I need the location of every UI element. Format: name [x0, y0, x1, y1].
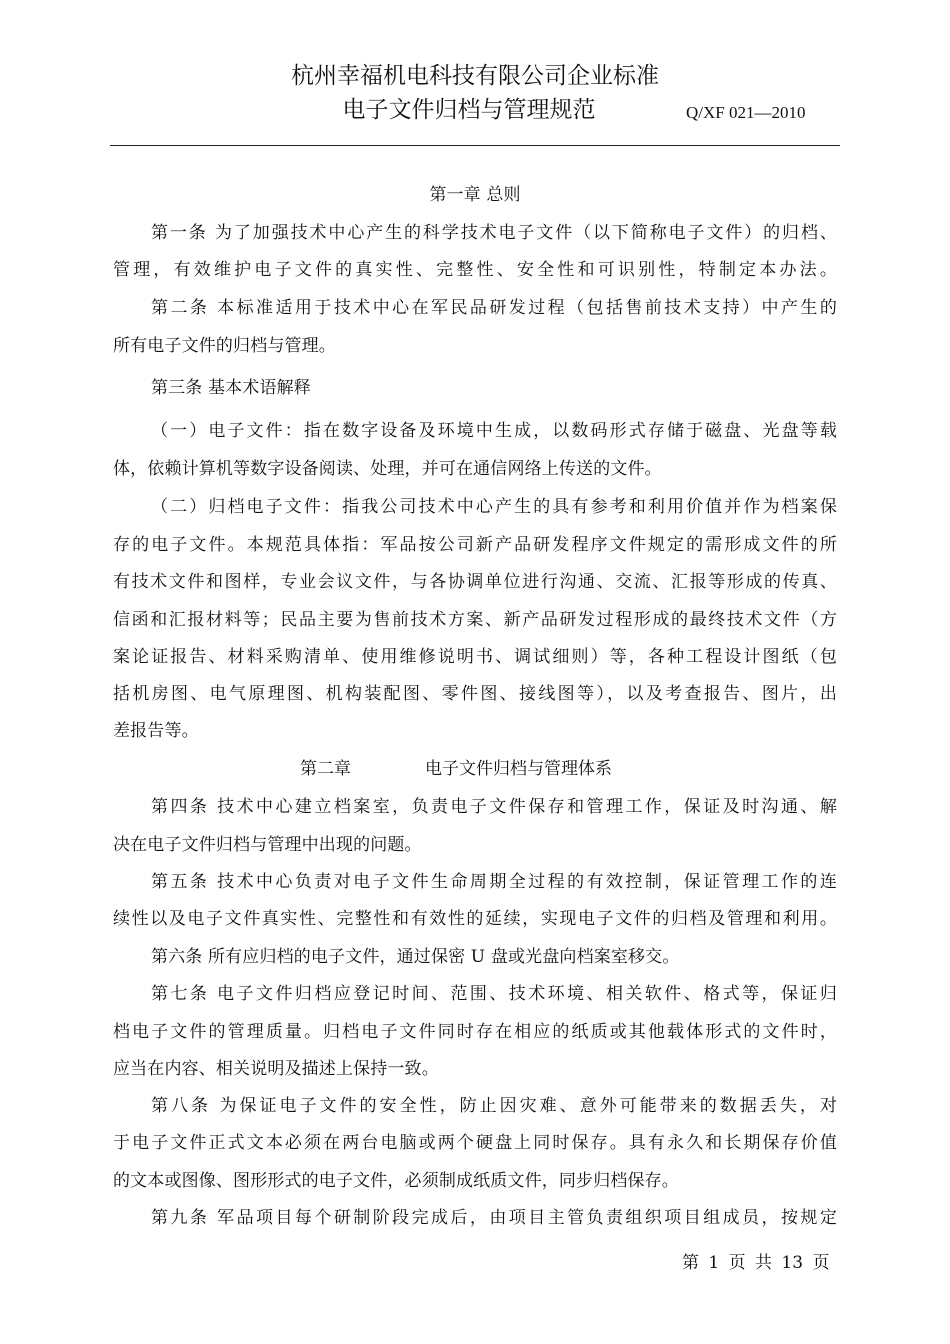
definition-2-line-4: 信函和汇报材料等；民品主要为售前技术方案、新产品研发过程形成的最终技术文件（方: [113, 610, 837, 630]
article-7-line-2: 档电子文件的管理质量。归档电子文件同时存在相应的纸质或其他载体形式的文件时，: [113, 1022, 837, 1042]
article-8-line-1: 第八条 为保证电子文件的安全性，防止因灾难、意外可能带来的数据丢失，对: [151, 1096, 837, 1116]
article-3-heading: 第三条 基本术语解释: [151, 378, 311, 398]
article-8-line-2: 于电子文件正式文本必须在两台电脑或两个硬盘上同时保存。具有永久和长期保存价值: [113, 1133, 837, 1153]
definition-2-line-2: 存的电子文件。本规范具体指：军品按公司新产品研发程序文件规定的需形成文件的所: [113, 535, 837, 555]
chapter-2-title: 电子文件归档与管理体系: [425, 759, 612, 779]
definition-2-line-1: （二）归档电子文件：指我公司技术中心产生的具有参考和利用价值并作为档案保: [151, 497, 837, 517]
page-number: 第 1 页 共 13 页: [682, 1253, 830, 1273]
standard-code: Q/XF 021—2010: [686, 103, 806, 122]
article-1-line-1: 第一条 为了加强技术中心产生的科学技术电子文件（以下简称电子文件）的归档、: [151, 223, 837, 243]
header-divider: [110, 145, 840, 146]
definition-1-line-2: 体，依赖计算机等数字设备阅读、处理，并可在通信网络上传送的文件。: [113, 459, 662, 479]
definition-2-line-7: 差报告等。: [113, 721, 199, 741]
article-2-line-1: 第二条 本标准适用于技术中心在军民品研发过程（包括售前技术支持）中产生的: [151, 298, 837, 318]
article-7-line-3: 应当在内容、相关说明及描述上保持一致。: [113, 1059, 439, 1079]
article-6-line-1: 第六条 所有应归档的电子文件，通过保密 U 盘或光盘向档案室移交。: [151, 947, 680, 967]
article-7-line-1: 第七条 电子文件归档应登记时间、范围、技术环境、相关软件、格式等，保证归: [151, 984, 837, 1004]
article-1-line-2: 管理，有效维护电子文件的真实性、完整性、安全性和可识别性，特制定本办法。: [113, 260, 837, 280]
article-9-line-1: 第九条 军品项目每个研制阶段完成后，由项目主管负责组织项目组成员，按规定: [151, 1208, 837, 1228]
chapter-2-label: 第二章: [300, 759, 351, 779]
definition-2-line-3: 有技术文件和图样，专业会议文件，与各协调单位进行沟通、交流、汇报等形成的传真、: [113, 572, 837, 592]
article-4-line-2: 决在电子文件归档与管理中出现的问题。: [113, 835, 422, 855]
chapter-1-heading: 第一章 总则: [429, 185, 521, 205]
article-2-line-2: 所有电子文件的归档与管理。: [113, 336, 336, 356]
company-standard-title: 杭州幸福机电科技有限公司企业标准: [291, 63, 659, 89]
article-5-line-1: 第五条 技术中心负责对电子文件生命周期全过程的有效控制，保证管理工作的连: [151, 872, 837, 892]
article-5-line-2: 续性以及电子文件真实性、完整性和有效性的延续，实现电子文件的归档及管理和利用。: [113, 909, 837, 929]
article-4-line-1: 第四条 技术中心建立档案室，负责电子文件保存和管理工作，保证及时沟通、解: [151, 797, 837, 817]
definition-1-line-1: （一）电子文件：指在数字设备及环境中生成，以数码形式存储于磁盘、光盘等载: [151, 421, 837, 441]
definition-2-line-5: 案论证报告、材料采购清单、使用维修说明书、调试细则）等，各种工程设计图纸（包: [113, 647, 837, 667]
document-title: 电子文件归档与管理规范: [342, 97, 596, 123]
definition-2-line-6: 括机房图、电气原理图、机构装配图、零件图、接线图等），以及考查报告、图片，出: [113, 684, 837, 704]
article-8-line-3: 的文本或图像、图形形式的电子文件，必须制成纸质文件，同步归档保存。: [113, 1171, 679, 1191]
